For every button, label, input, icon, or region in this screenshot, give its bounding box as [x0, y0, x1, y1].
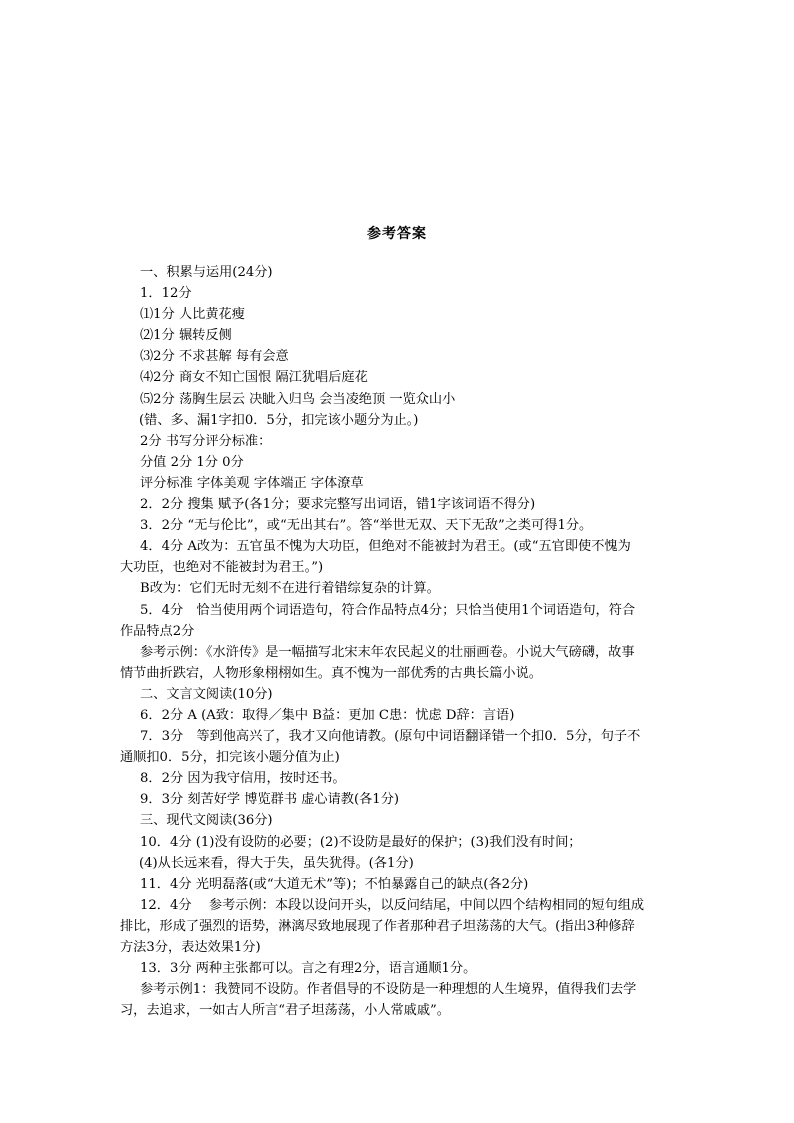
answer-line: 6．2分 A (A致：取得／集中 B益：更加 C患：忧虑 D辞：言语) [140, 707, 515, 723]
answer-line: 3．2分 “无与伦比”，或“无出其右”。答“举世无双、天下无敌”之类可得1分。 [140, 518, 593, 534]
answer-line: ⑷2分 商女不知亡国恨 隔江犹唱后庭花 [140, 370, 368, 386]
answer-line: 习，去追求，一如古人所言“君子坦荡荡，小人常戚戚”。 [120, 1003, 450, 1019]
answer-line: 二、文言文阅读(10分) [140, 686, 273, 702]
answer-line: 排比，形成了强烈的语势，淋漓尽致地展现了作者那种君子坦荡荡的大气。(指出3种修辞 [120, 918, 635, 934]
answer-line: ⑵1分 辗转反侧 [140, 328, 232, 344]
answer-line: 10．4分 (1)没有设防的必要；(2)不设防是最好的保护；(3)我们没有时间； [140, 834, 582, 850]
answer-line: 三、现代文阅读(36分) [140, 813, 273, 829]
answer-line: 11．4分 光明磊落(或“大道无术”等)；不怕暴露自己的缺点(各2分) [140, 876, 529, 892]
answer-line: 5．4分 恰当使用两个词语造句，符合作品特点4分；只恰当使用1个词语造句，符合 [140, 602, 636, 618]
answer-line: 作品特点2分 [120, 623, 195, 639]
answer-line: 参考示例：《水浒传》是一幅描写北宋末年农民起义的壮丽画卷。小说大气磅礴，故事 [140, 644, 635, 660]
answer-line: 13．3分 两种主张都可以。言之有理2分，语言通顺1分。 [140, 961, 477, 977]
answer-line: 12．4分 参考示例：本段以设问开头，以反问结尾，中间以四个结构相同的短句组成 [140, 897, 645, 913]
page-title: 参考答案 [367, 226, 427, 242]
answer-line: (4)从长远来看，得大于失，虽失犹得。(各1分) [139, 855, 414, 871]
answer-line: 8．2分 因为我守信用，按时还书。 [140, 771, 346, 787]
answer-line: 一、积累与运用(24分) [140, 265, 273, 280]
answer-line: 分值 2分 1分 0分 [140, 454, 244, 470]
answer-line: B改为：它们无时无刻不在进行着错综复杂的计算。 [140, 581, 440, 597]
answer-line: 9．3分 刻苦好学 博览群书 虚心请教(各1分) [140, 792, 400, 808]
answer-line: 评分标准 字体美观 字体端正 字体潦草 [140, 475, 364, 491]
answer-line: (错、多、漏1字扣0．5分，扣完该小题分为止。) [139, 412, 419, 428]
answer-line: 参考示例1：我赞同不设防。作者倡导的不设防是一种理想的人生境界，值得我们去学 [140, 982, 637, 998]
answer-line: 7．3分 等到他高兴了，我才又向他请教。(原句中词语翻译错一个扣0．5分，句子不 [140, 729, 641, 745]
answer-line: 2分 书写分评分标准： [140, 433, 272, 449]
answer-line: ⑸2分 荡胸生层云 决眦入归鸟 会当凌绝顶 一览众山小 [140, 391, 456, 407]
answer-line: 2．2分 搜集 赋予(各1分；要求完整写出词语，错1字该词语不得分) [140, 497, 536, 513]
answer-line: 方法3分，表达效果1分) [120, 940, 261, 955]
answer-line: ⑴1分 人比黄花瘦 [140, 307, 245, 323]
answer-line: 4．4分 A改为：五官虽不愧为大功臣，但绝对不能被封为君王。(或“五官即使不愧为 [140, 539, 631, 555]
answer-line: 大功臣，也绝对不能被封为君王。”) [120, 560, 324, 576]
answer-line: 情节曲折跌宕，人物形象栩栩如生。真不愧为一部优秀的古典长篇小说。 [120, 665, 542, 681]
answer-line: 1．12分 [140, 286, 192, 302]
answer-line: ⑶2分 不求甚解 每有会意 [140, 349, 289, 365]
answer-body [120, 262, 680, 1021]
answer-line: 通顺扣0．5分，扣完该小题分值为止) [120, 750, 340, 766]
